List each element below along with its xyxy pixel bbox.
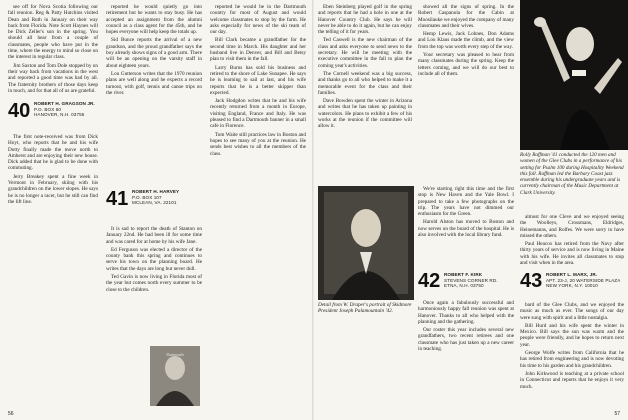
paragraph: bard of the Glee Clubs, and we enjoyed the music as much as ever. The songs of our day were sung with spirit and a little nostalgia. xyxy=(520,302,624,321)
painting-image xyxy=(318,186,414,300)
secretary-name: ROBERT F. KIRK xyxy=(444,272,483,277)
class-secretary-address xyxy=(444,272,514,289)
paragraph: reported he would be in the Dartmouth country for most of August and would welcome classmates to stop by the farm. He asks especially for news of the ski team of our day. xyxy=(210,4,306,36)
address-line-2: HANOVER, N.H. 03755 xyxy=(34,112,85,118)
class-number: 40 xyxy=(8,100,31,122)
class-number: 41 xyxy=(106,188,129,210)
address-line-2: ETNA, N.H. 03750 xyxy=(444,283,484,289)
column-2-top xyxy=(106,4,202,184)
class-secretary-address xyxy=(546,272,624,289)
paragraph: The Cornell weekend was a big success, and thanks go to all who helped to make it a memorable event for the class and their families. xyxy=(318,70,412,96)
secretary-name: ROBERT H. HARVEY xyxy=(132,189,180,194)
paragraph: The first note-received was from Dick Hoyt, who reports that he and his wife Dotty finally made the move north to Amherst and are enjoying their new house. Dick added that he is glad to be done with commuting. xyxy=(8,134,98,172)
paragraph: Paul Heacox has retired from the Navy after thirty years of service and is now living in Maine with his wife. He invites all classmates to stop and visit when in the area. xyxy=(520,241,624,266)
column-5 xyxy=(520,302,624,406)
paragraph: Sid Bunce reports the arrival of a new grandson, and the proud grandfather says the boy already shows signs of a good arm. There will be an opening on the varsity staff in about eighteen years. xyxy=(106,37,202,69)
paragraph: Ed Ferguson was elected a director of the county bank this spring and continues to serve his town on the planning board. He writes that the days are long but never dull. xyxy=(106,246,202,272)
class-number: 42 xyxy=(418,270,441,292)
class-number: 43 xyxy=(520,270,543,292)
portrait-image xyxy=(150,346,200,406)
paragraph: Larry Burns has sold his business and retired to the shore of Lake Sunapee. He says he is learning to sail at last, and his wife reports that he is a better skipper than expected. xyxy=(210,64,306,96)
class-secretary-address xyxy=(34,101,98,118)
paragraph: Jerry Breakey spent a fine week in Vermont in February, skiing with his grandchildren on the lower slopes. He says he is no longer a racer, but he still can find the lift line. xyxy=(8,173,98,205)
column-4-mid xyxy=(418,300,514,406)
paragraph: Ted Gavin is now living in Florida most of the year but comes north every summer to be close to the children. xyxy=(106,274,202,293)
paragraph: Ted Caswell is the new chairman of the class and asks everyone to send news to the secretary. He will be meeting with the executive committee in the fall to plan the coming year's activities. xyxy=(318,37,412,69)
painting-caption: Detail from W. Draper's portrait of Skidmore President Joseph Palamountain '42. xyxy=(318,302,412,315)
column-2 xyxy=(418,4,514,180)
column-1-bottom xyxy=(318,320,414,406)
address-line-1: P.O. BOX 60 xyxy=(34,106,62,112)
column-1 xyxy=(318,4,412,180)
painting-photo xyxy=(318,186,414,300)
paragraph: Our roster this year includes several new grandfathers, two recent retirees and one classmate who has just taken up a new career in teaching. xyxy=(418,327,514,353)
column-3-continued xyxy=(520,214,624,266)
secretary-name: ROBERT H. GRAGSON JR. xyxy=(34,101,95,106)
class-of-1943-heading xyxy=(520,268,624,302)
paragraph: George Wolfe writes from California that he has retired from engineering and is now devoting his time to his garden and his grandchildren. xyxy=(520,350,624,369)
photo-caption-text: Dartmouth xyxy=(166,352,184,357)
column-1-top xyxy=(8,4,98,97)
class-of-1940-heading xyxy=(8,98,98,134)
paragraph: It is sad to report the death of Stanton on January 22nd. He had been ill for some time and was cared for at home by his wife Jane. xyxy=(106,226,202,245)
address-line-1: APT. 23-J, 20 WATERSIDE PLAZA xyxy=(546,277,621,283)
paragraph: Tom Waite still practices law in Boston and hopes to see many of you at the reunion. He sends best wishes to all the members of the class. xyxy=(210,131,306,157)
right-page xyxy=(314,0,628,420)
paragraph: Your secretary was pleased to hear from many classmates during the spring. Keep the letters coming, and we will do our best to include all of them. xyxy=(418,52,514,77)
column-1-bottom xyxy=(8,134,98,406)
paragraph: almost for one Cleve and we enjoyed seeing the Woolleys, Crossmans, Eldridges, Heinemanns, and Rolfes. We were sorry to have missed the others. xyxy=(520,214,624,239)
paragraph: John Kirkwood is teaching at a private school in Connecticut and reports that he enjoys it very much. xyxy=(520,370,624,390)
paragraph: Hemp Lewis, Jack Lohnes, Don Adams and Lou Klaus made the climb, and the view from the top was worth every step of the way. xyxy=(418,31,514,50)
column-3 xyxy=(210,4,306,406)
paragraph: reported he would quietly go into retirement but he wants to stay busy. He has accepted an assignment from the alumni council as a class agent for the 45th, and he hopes everyone will help keep the totals up. xyxy=(106,4,202,36)
class-secretary-address xyxy=(132,189,202,206)
conductor-image xyxy=(520,0,628,150)
class-of-1941-heading xyxy=(106,184,202,224)
paragraph: Harold Alston has moved to Boston and now serves on the board of the hospital. He is also involved with the local library fund. xyxy=(418,219,514,239)
address-line-1: P.O. BOX 107 xyxy=(132,194,162,200)
secretary-name: ROBERT L. MARX, JR. xyxy=(546,272,598,277)
column-4-top xyxy=(418,186,514,266)
paragraph: We're starting right this time and the first stop is New Haven and the Yale Bowl. I prepared to take a few photographs on the trip. The years have not dimmed our enthusiasm for the Green. xyxy=(418,186,514,218)
paragraph: Jack Hodgdon writes that he and his wife recently returned from a month in Europe, visiting England, France and Italy. He was pleased to find a Dartmouth banner in a small cafe in Florence. xyxy=(210,98,306,130)
paragraph: showed all the signs of spring. In the Robert Caspanola for the Cabin at Moosilauke we enjoyed the company of many classmates and their wives. xyxy=(418,4,514,29)
page-number: 57 xyxy=(614,411,620,417)
address-line-2: MCLEAN, VA. 22101 xyxy=(132,200,177,206)
address-line-1: STEVENS CORNER RD. xyxy=(444,277,498,283)
paragraph: see off for Nova Scotia following our fall reunion. Reg & Patty Hutchins visited Dean and Ruth in January on their way back from Florida. Note Scott Haynes will be Dick Zeller's son in the spring. You should all hear from a couple of classmates, people who have put in the time, where the energy to mind so close on the interest in regular class. xyxy=(8,4,98,61)
paragraph: Bill Hurd and his wife spent the winter in Mexico. Bill says the sun was warm and the people were friendly, and he hopes to return next year. xyxy=(520,322,624,348)
conductor-photo xyxy=(520,0,628,150)
paragraph: Bill Clark became a grandfather for the second time in March. His daughter and her husband live in Denver, and Bill and Betsy plan to visit them in the fall. xyxy=(210,37,306,63)
paragraph: Dave Bowden spent the winter in Arizona and writes that he has taken up painting in watercolors. He plans to exhibit a few of his works at the reunion if the committee will allow it. xyxy=(318,98,412,130)
address-line-2: NEW YORK, N.Y. 10010 xyxy=(546,283,598,289)
paragraph: Eben Steinberg played golf in the spring and reports that he had a hole in one at the Hanover Country Club. He says he will never be able to do it again, but he can enjoy the telling of it for years. xyxy=(318,4,412,36)
paragraph: Once again a fabulously successful and harmoniously happy fall reunion was spent at Hanover. Thanks to all who helped with the planning and the gathering. xyxy=(418,300,514,325)
paragraph: Jim Saxton and Tom Dole stopped by on their way back from vacations in the west and reported a good time was had by all. The fraternity brothers of those days keep in touch, and for that all of us are grateful. xyxy=(8,62,98,94)
conductor-photo-caption: Rolly Raffman '41 conducted the 120 men and women of the Glee Clubs in a performance of his setting for Psalm 100 during Hospitality Weekend this fall. Raffman led the Barbary Coast jazz ensemble during his undergraduate years and is currently chairman of the Music Department at Clark University. xyxy=(520,152,624,196)
page-number: 56 xyxy=(8,411,14,417)
portrait-photo xyxy=(150,346,200,406)
class-of-1942-heading xyxy=(418,268,514,300)
paragraph: Lou Gutterson writes that the 1970 reunion plans are well along and he expects a record turnout, with golf, tennis and canoe trips on the river. xyxy=(106,70,202,96)
